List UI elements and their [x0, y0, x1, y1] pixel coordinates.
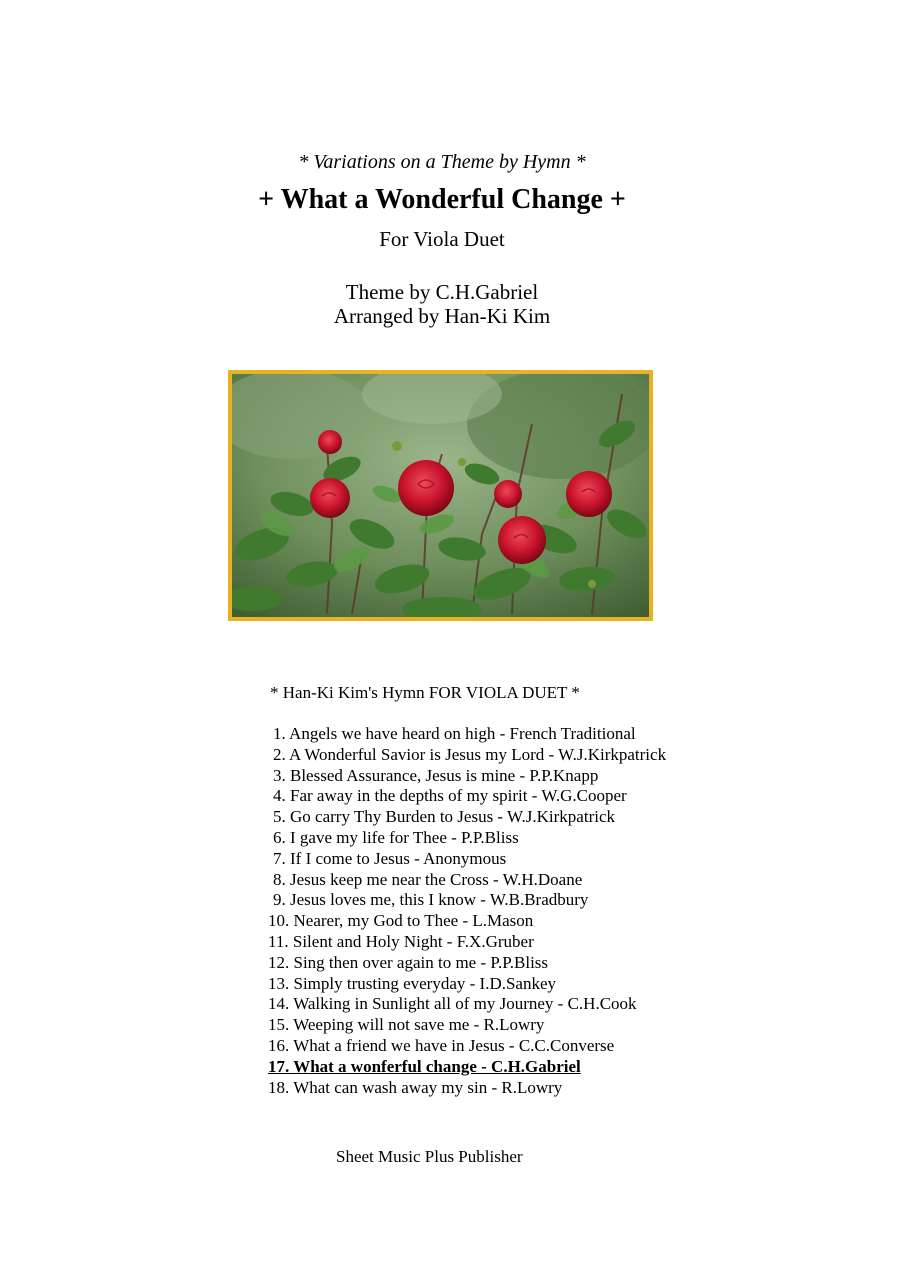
arranger-credit: Arranged by Han-Ki Kim [333, 304, 551, 328]
hymn-list-item: 4. Far away in the depths of my spirit - W.G.Cooper [273, 786, 627, 806]
hymn-list [268, 724, 666, 1098]
subtitle: * Variations on a Theme by Hymn * [298, 151, 586, 173]
hymn-list-item: 16. What a friend we have in Jesus - C.C.Converse [268, 1035, 615, 1055]
page-title: + What a Wonderful Change + [258, 184, 626, 215]
hymn-list-item: 10. Nearer, my God to Thee - L.Mason [268, 911, 534, 931]
theme-credit: Theme by C.H.Gabriel [345, 280, 539, 304]
hymn-list-item: 13. Simply trusting everyday - I.D.Sankey [268, 973, 557, 993]
hymn-list-item: 18. What can wash away my sin - R.Lowry [268, 1077, 563, 1097]
hymn-list-item: 8. Jesus keep me near the Cross - W.H.Doane [273, 869, 583, 889]
publisher: Sheet Music Plus Publisher [336, 1147, 523, 1166]
hymn-list-item: 2. A Wonderful Savior is Jesus my Lord - W.J.Kirkpatrick [273, 744, 667, 764]
hymn-list-item: 12. Sing then over again to me - P.P.Bliss [268, 952, 549, 972]
rose-photo-illustration [232, 374, 649, 617]
hymn-list-item: 6. I gave my life for Thee - P.P.Bliss [273, 827, 519, 847]
rose-photo [228, 370, 653, 621]
hymn-list-item: 7. If I come to Jesus - Anonymous [273, 848, 507, 868]
hymn-list-item: 11. Silent and Holy Night - F.X.Gruber [268, 931, 534, 951]
hymn-list-item-current: 17. What a wonferful change - C.H.Gabriel [268, 1056, 581, 1076]
hymn-list-item: 5. Go carry Thy Burden to Jesus - W.J.Kirkpatrick [273, 807, 615, 827]
hymn-list-item: 1. Angels we have heard on high - French Traditional [273, 724, 636, 743]
hymn-list-item: 9. Jesus loves me, this I know - W.B.Bradbury [273, 890, 589, 910]
hymn-list-item: 15. Weeping will not save me - R.Lowry [268, 1015, 545, 1035]
hymn-list-item: 14. Walking in Sunlight all of my Journey - C.H.Cook [268, 994, 637, 1014]
collection-heading: * Han-Ki Kim's Hymn FOR VIOLA DUET * [270, 683, 580, 702]
instrumentation: For Viola Duet [379, 227, 505, 251]
hymn-list-item: 3. Blessed Assurance, Jesus is mine - P.P.Knapp [273, 765, 599, 785]
